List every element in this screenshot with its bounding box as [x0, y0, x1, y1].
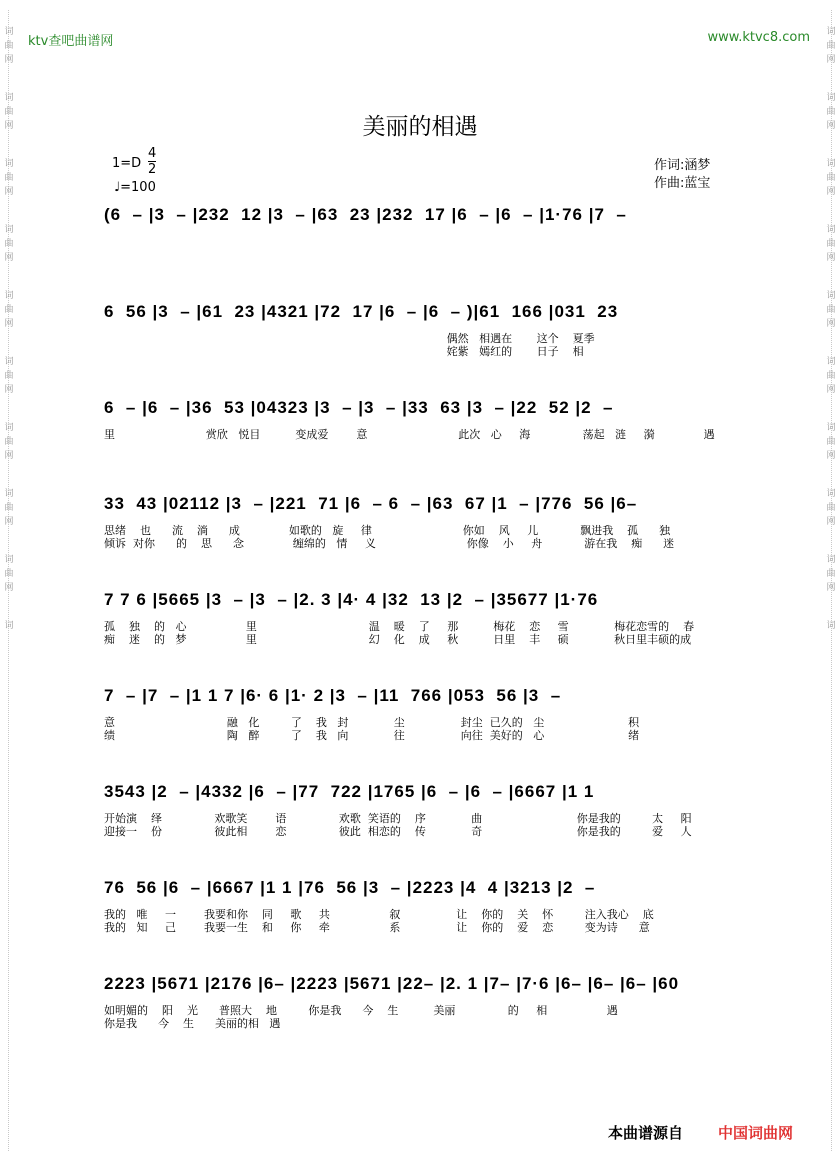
time-signature: [148, 146, 156, 177]
key-signature: 1=D: [112, 156, 142, 171]
lyrics-verse-2: 痴 迷 的 梦 里 幻 化 成 秋 日里 丰 硕 秋日里丰硕的成: [104, 633, 692, 646]
source-label: 本曲谱源自: [608, 1124, 684, 1142]
notes-line: 33 43 |02112 |3 – |221 71 |6 – 6 – |63 67 |1 – |776 56 |6–: [104, 494, 638, 513]
lyrics-verse-2: 我的 知 己 我要一生 和 你 牵 系 让 你的 爱 恋 变为诗 意: [104, 921, 650, 934]
lyrics-verse-1: 开始演 绎 欢歌笑 语 欢歌 笑语的 序 曲 你是我的 太 阳: [104, 812, 692, 825]
source-name[interactable]: 中国词曲网: [718, 1124, 794, 1142]
notes-line: 6 – |6 – |36 53 |04323 |3 – |3 – |33 63 |3 – |22 52 |2 –: [104, 398, 614, 417]
lyrics-verse-2: 你是我 今 生 美丽的相 遇: [104, 1017, 281, 1030]
tempo-mark: ♩=100: [114, 180, 156, 195]
lyrics-verse-2: 迎接一 份 彼此相 恋 彼此 相恋的 传 奇 你是我的 爱 人: [104, 825, 692, 838]
lyrics-verse-2: 绩 陶 醉 了 我 向 往 向往 美好的 心 绪: [104, 729, 640, 742]
song-title: 美丽的相遇: [362, 114, 478, 140]
lyrics-verse-1: 我的 唯 一 我要和你 同 歌 共 叙 让 你的 关 怀 注入我心 底: [104, 908, 654, 921]
lyrics-verse-1: 孤 独 的 心 里 温 暖 了 那 梅花 恋 雪 梅花恋雪的 春: [104, 620, 695, 633]
time-top: 4: [148, 146, 157, 161]
notes-line: (6 – |3 – |232 12 |3 – |63 23 |232 17 |6 – |6 – |1·76 |7 –: [104, 205, 627, 224]
lyrics-verse-1: 思绪 也 流 淌 成 如歌的 旋 律 你如 风 儿 飘进我 孤 独: [104, 524, 671, 537]
composer: 作曲:蓝宝: [654, 176, 711, 191]
time-bottom: 2: [148, 162, 157, 177]
notes-line: 3543 |2 – |4332 |6 – |77 722 |1765 |6 – |6 – |6667 |1 1: [104, 782, 595, 801]
notes-line: 7 – |7 – |1 1 7 |6· 6 |1· 2 |3 – |11 766 |053 56 |3 –: [104, 686, 562, 705]
side-watermark-left: 词 曲 网 词 曲 网 词 曲 网 词 曲 网 词 曲 网 词 曲 网 词 曲 网 词 曲 网 词 曲 网 词: [4, 27, 14, 631]
lyrics-verse-2: 姹紫 嫣红的 日子 相: [104, 345, 584, 358]
notes-line: 6 56 |3 – |61 23 |4321 |72 17 |6 – |6 – )|61 166 |031 23: [104, 302, 619, 321]
notes-line: 7 7 6 |5665 |3 – |3 – |2. 3 |4· 4 |32 13 |2 – |35677 |1·76: [104, 590, 599, 609]
lyrics-verse-1: 意 融 化 了 我 封 尘 封尘 已久的 尘 积: [104, 716, 640, 729]
lyrics-verse-1: 里 赏欣 悦目 变成爱 意 此次 心 海 荡起 涟 漪 遇: [104, 428, 715, 441]
site-name[interactable]: ktv查吧曲谱网: [28, 34, 114, 49]
lyrics-verse-2: 倾诉 对你 的 思 念 缠绵的 情 义 你像 小 舟 游在我 痴 迷: [104, 537, 675, 550]
lyrics-verse-1: 如明媚的 阳 光 普照大 地 你是我 今 生 美丽 的 相 遇: [104, 1004, 618, 1017]
notes-line: 76 56 |6 – |6667 |1 1 |76 56 |3 – |2223 |4 4 |3213 |2 –: [104, 878, 596, 897]
notes-line: 2223 |5671 |2176 |6– |2223 |5671 |22– |2. 1 |7– |7·6 |6– |6– |6– |60: [104, 974, 680, 993]
lyrics-verse-1: 偶然 相遇在 这个 夏季: [104, 332, 595, 345]
site-url[interactable]: www.ktvc8.com: [707, 30, 810, 45]
side-watermark-right: 词 曲 网 词 曲 网 词 曲 网 词 曲 网 词 曲 网 词 曲 网 词 曲 网 词 曲 网 词 曲 网 词: [826, 27, 836, 631]
lyricist: 作词:涵梦: [654, 158, 711, 173]
